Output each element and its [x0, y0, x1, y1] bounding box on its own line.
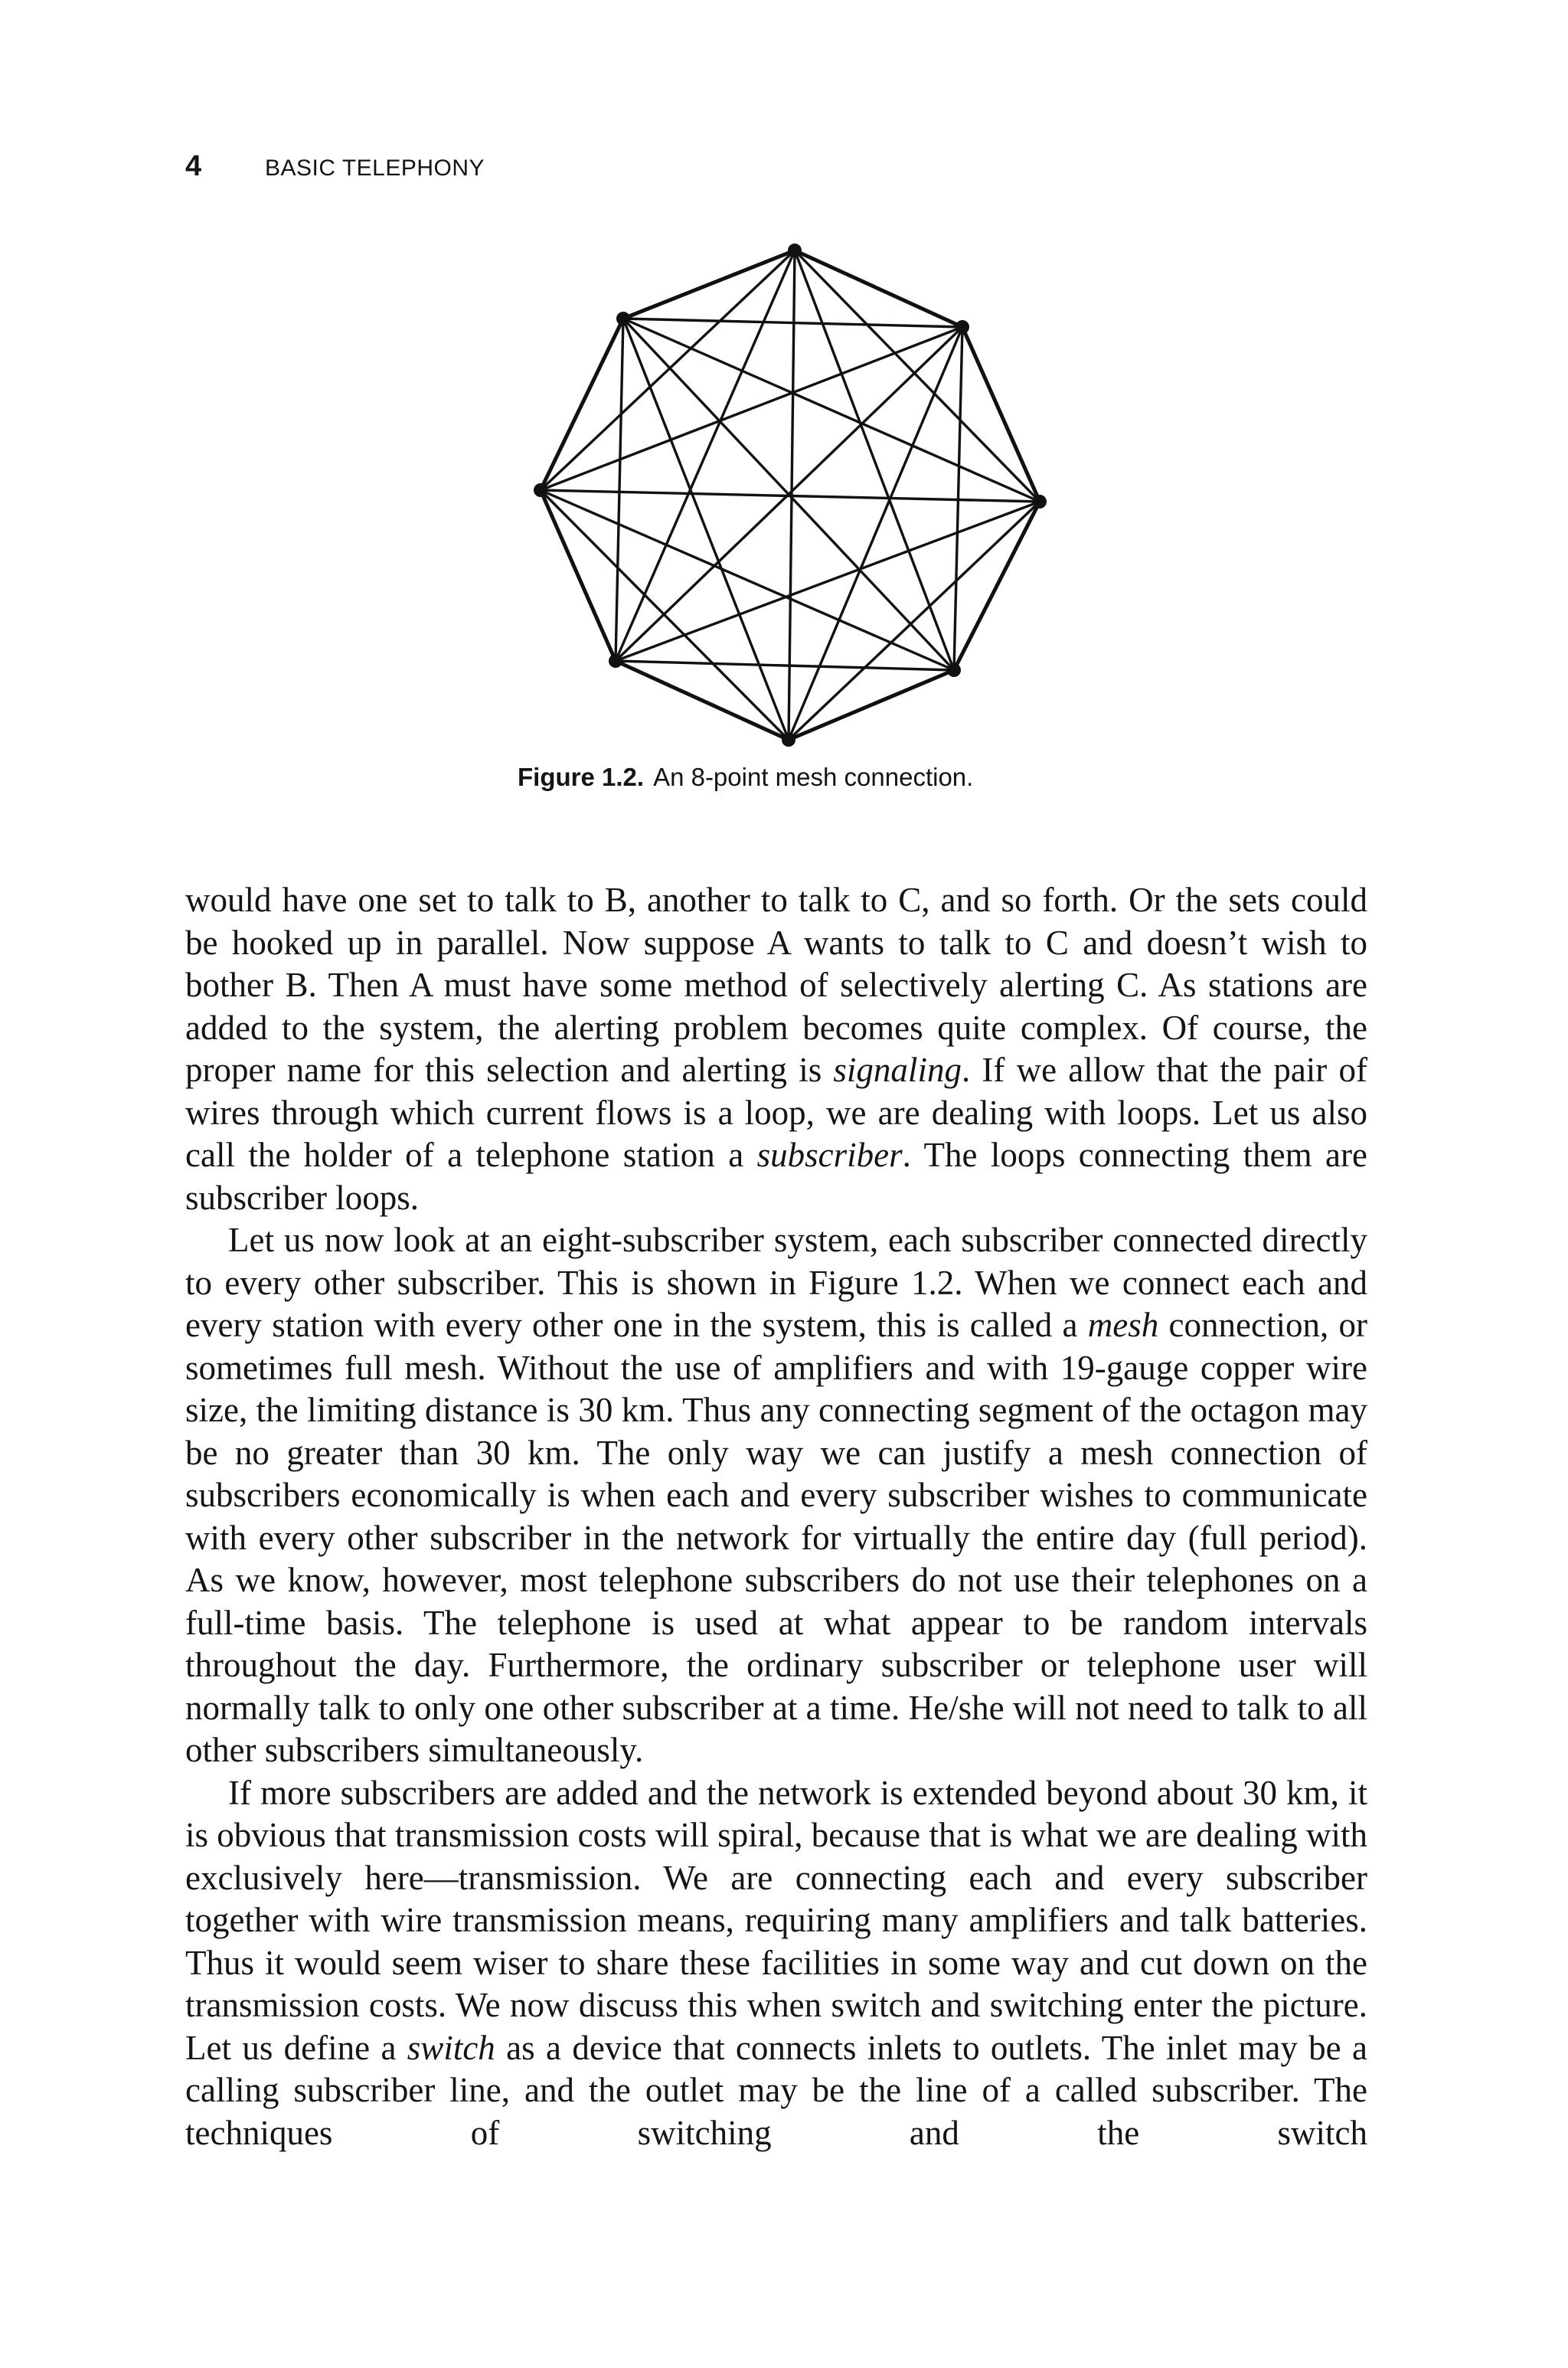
paragraph-3-text-1: If more subscribers are added and the network is extended beyond about 30 km, it is obvious that transmission costs will spiral, because that is what we are dealing with exclusively here—transmission. We are connecting each and every subscriber together with wire transmission means, requiring many amplifiers and talk batteries. Thus it would seem wiser to share these facilities in some way and cut down on the transmission costs. We now discuss this when switch and switching enter the picture. Let us define a — [185, 1773, 1367, 2067]
mesh-diagram — [505, 230, 1087, 766]
paragraph-3 — [185, 1772, 1367, 2155]
paragraph-1-text-2: . If we allow that the pair of wires through which current flows is a loop, we are dealing with loops. Let us also call the holder of a telephone station a — [185, 1051, 1367, 1174]
paragraph-3-text-2: as a device that connects inlets to outlets. The inlet may be a calling subscriber line, and the outlet may be the line of a called subscriber. The techniques of switching and the switch — [185, 2028, 1367, 2152]
paragraph-3-term-switch: switch — [407, 2028, 495, 2067]
mesh-node-5 — [782, 733, 795, 747]
mesh-link — [954, 502, 1040, 670]
running-title: BASIC TELEPHONY — [265, 155, 485, 181]
page-number: 4 — [185, 150, 202, 182]
paragraph-2 — [185, 1219, 1367, 1772]
paragraph-1-text-1: would have one set to talk to B, another to talk to C, and so forth. Or the sets could be hooked up in parallel. Now suppose A wants to talk to C and doesn’t wish to bother B. Then A must have some method of selectively alerting C. As stations are added to the system, the alerting problem becomes quite complex. Of course, the proper name for this selection and alerting is — [185, 881, 1367, 1089]
mesh-link — [541, 490, 616, 661]
mesh-node-1 — [788, 244, 802, 257]
mesh-node-8 — [616, 312, 630, 325]
mesh-link — [795, 250, 1040, 502]
paragraph-1-text-3: . The loops connecting them are subscriber loops. — [185, 1136, 1367, 1217]
paragraph-1-term-subscriber: subscriber — [756, 1136, 903, 1174]
mesh-node-3 — [1033, 495, 1047, 509]
mesh-link — [616, 661, 954, 670]
paragraph-2-text-2: connection, or sometimes full mesh. Without the use of amplifiers and with 19-gauge copper wire size, the limiting distance is 30 km. Thus any connecting segment of the octagon may be no greater than 30 km. The only way we can justify a mesh connection of subscribers economically is when each and every subscriber wishes to communicate with every other subscriber in the network for virtually the entire day (full period). As we know, however, most telephone subscribers do not use their telephones on a full-time basis. The telephone is used at what appear to be random intervals throughout the day. Furthermore, the ordinary subscriber or telephone user will normally talk to only one other subscriber at a time. He/she will not need to talk to all other subscribers simultaneously. — [185, 1306, 1367, 1769]
figure-caption-text: An 8-point mesh connection. — [653, 763, 974, 791]
mesh-link — [789, 502, 1040, 740]
mesh-node-2 — [956, 320, 969, 334]
mesh-link — [541, 319, 623, 490]
mesh-figure — [505, 230, 1087, 766]
mesh-node-7 — [534, 483, 547, 497]
running-head — [185, 150, 485, 196]
paragraph-1-term-signaling: signaling — [833, 1051, 962, 1089]
mesh-link — [541, 490, 954, 670]
mesh-node-6 — [609, 654, 622, 668]
paragraph-2-text-1: Let us now look at an eight-subscriber system, each subscriber connected directly to every other subscriber. This is shown in Figure 1.2. When we connect each and every station with every other one in the system, this is called a — [185, 1221, 1367, 1344]
mesh-link — [541, 490, 789, 740]
mesh-node-4 — [947, 663, 961, 677]
mesh-link — [962, 327, 1040, 502]
paragraph-1 — [185, 879, 1367, 1219]
body-text — [185, 879, 1367, 2154]
figure-caption-label: Figure 1.2. — [518, 763, 645, 791]
mesh-link — [541, 250, 795, 490]
figure-caption — [518, 763, 973, 792]
mesh-link — [616, 502, 1040, 661]
mesh-link — [616, 319, 623, 661]
paragraph-2-term-mesh: mesh — [1087, 1306, 1159, 1344]
